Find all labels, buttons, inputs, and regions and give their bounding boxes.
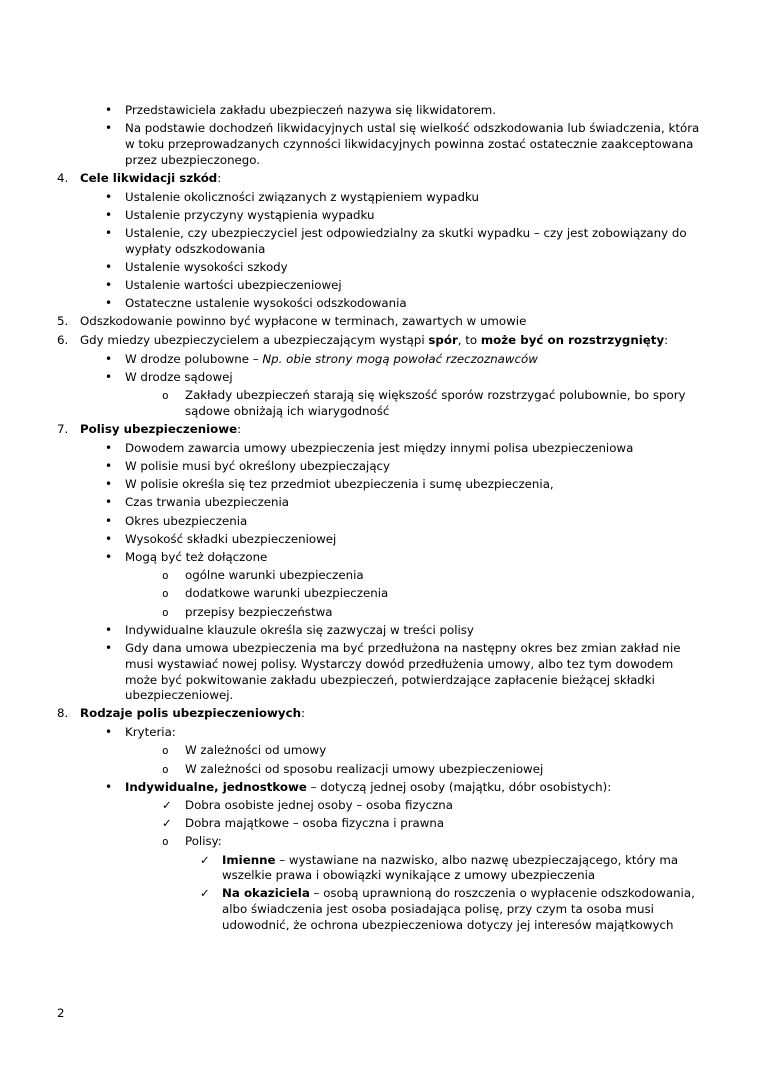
list-item-text: Odszkodowanie powinno być wypłacone w terminach, zawartych w umowie — [80, 314, 527, 329]
list-item — [0, 333, 702, 349]
bullet-marker-icon: • — [105, 459, 113, 474]
list-item-text: W zależności od sposobu realizacji umowy ubezpieczeniowej — [185, 761, 544, 776]
list-item-text: Polisy: — [185, 834, 222, 849]
list-item — [0, 834, 702, 850]
list-item — [0, 514, 702, 530]
list-item-text: Na podstawie dochodzeń likwidacyjnych ustal się wielkość odszkodowania lub świadczenia, która w toku przeprowadzanych czynności likwidacyjnych powinna zostać ostatecznie zaakceptowana przez ubezpieczonego. — [125, 121, 700, 167]
list-item — [0, 208, 702, 224]
bullet-marker-icon: • — [105, 513, 113, 528]
list-item — [0, 388, 702, 419]
list-item-text: Czas trwania ubezpieczenia — [125, 495, 289, 510]
list-item — [0, 762, 702, 778]
bullet-marker-icon: • — [105, 207, 113, 222]
list-item — [0, 586, 702, 602]
list-item — [0, 706, 702, 722]
bullet-marker-icon: • — [105, 259, 113, 274]
list-item — [0, 352, 702, 368]
bullet-marker-icon: • — [105, 495, 113, 510]
list-item — [0, 725, 702, 741]
list-item — [0, 422, 702, 438]
check-marker-icon: ✓ — [162, 816, 172, 831]
bullet-marker-icon: • — [105, 225, 113, 240]
list-item-text: Imienne – wystawiane na nazwisko, albo nazwę ubezpieczającego, który ma wszelkie prawa i obowiązki wynikające z umowy ubezpieczenia — [222, 852, 679, 883]
list-item — [0, 641, 702, 704]
number-marker: 7. — [57, 422, 69, 437]
list-item-text: Polisy ubezpieczeniowe: — [80, 422, 242, 437]
list-item-text: W drodze sądowej — [125, 370, 233, 385]
list-item-text: Ustalenie przyczyny wystąpienia wypadku — [125, 207, 375, 222]
list-item-text: Cele likwidacji szkód: — [80, 170, 222, 185]
bullet-marker-icon: • — [105, 531, 113, 546]
list-item — [0, 886, 702, 933]
list-item — [0, 532, 702, 548]
list-item-text: W drodze polubowne – Np. obie strony mogą powołać rzeczoznawców — [125, 351, 538, 366]
list-item-text: Ostateczne ustalenie wysokości odszkodowania — [125, 296, 407, 311]
number-marker: 8. — [57, 706, 69, 721]
list-item-text: Gdy miedzy ubezpieczycielem a ubezpieczającym wystąpi spór, to może być on rozstrzygnięty: — [80, 333, 669, 348]
bullet-marker-icon: • — [105, 779, 113, 794]
bullet-marker-icon: • — [105, 440, 113, 455]
list-item — [0, 477, 702, 493]
list-item-text: Indywidualne klauzule określa się zazwyczaj w treści polisy — [125, 622, 474, 637]
number-marker: 6. — [57, 333, 69, 348]
bullet-marker-icon: • — [105, 103, 113, 117]
check-marker-icon: ✓ — [162, 797, 172, 812]
list-item-text: Ustalenie, czy ubezpieczyciel jest odpowiedzialny za skutki wypadku – czy jest zobowiązany do wypłaty odszkodowania — [125, 225, 687, 256]
list-item — [0, 103, 702, 119]
list-item — [0, 190, 702, 206]
list-item-text: ogólne warunki ubezpieczenia — [185, 568, 364, 583]
list-item — [0, 441, 702, 457]
list-item — [0, 370, 702, 386]
bullet-marker-icon: • — [105, 477, 113, 492]
circle-marker-icon: o — [162, 587, 169, 601]
list-item-text: W polisie musi być określony ubezpieczający — [125, 459, 391, 474]
list-item-text: Okres ubezpieczenia — [125, 513, 248, 528]
list-item — [0, 568, 702, 584]
circle-marker-icon: o — [162, 389, 169, 403]
list-item-text: Gdy dana umowa ubezpieczenia ma być przedłużona na następny okres bez zmian zakład nie musi wystawiać nowej polisy. Wystarczy dowód przedłużenia umowy, albo tez tym dowodem może być pokwitowanie zakładu ubezpieczeń, potwierdzające zapłacenie bieżącej składki ubezpieczeniowej. — [125, 641, 681, 703]
bullet-marker-icon: • — [105, 550, 113, 565]
list-item — [0, 459, 702, 475]
circle-marker-icon: o — [162, 569, 169, 583]
list-item-text: przepisy bezpieczeństwa — [185, 604, 333, 619]
list-item-text: Dobra majątkowe – osoba fizyczna i prawna — [185, 816, 445, 831]
check-marker-icon: ✓ — [200, 852, 210, 867]
list-item-text: Wysokość składki ubezpieczeniowej — [125, 531, 337, 546]
list-item — [0, 853, 702, 884]
list-item — [0, 798, 702, 814]
number-marker: 5. — [57, 314, 69, 329]
bullet-marker-icon: • — [105, 725, 113, 740]
list-item-text: Przedstawiciela zakładu ubezpieczeń nazywa się likwidatorem. — [125, 103, 496, 117]
check-marker-icon: ✓ — [200, 886, 210, 901]
circle-marker-icon: o — [162, 605, 169, 619]
list-item-text: Kryteria: — [125, 725, 176, 740]
bullet-marker-icon: • — [105, 351, 113, 366]
list-item-text: W zależności od umowy — [185, 743, 327, 758]
page-number: 2 — [57, 1006, 65, 1020]
document-content — [0, 103, 760, 936]
list-item — [0, 260, 702, 276]
list-item-text: Dowodem zawarcia umowy ubezpieczenia jest między innymi polisa ubezpieczeniowa — [125, 440, 634, 455]
bullet-marker-icon: • — [105, 296, 113, 311]
bullet-marker-icon: • — [105, 121, 113, 136]
list-item — [0, 623, 702, 639]
bullet-marker-icon: • — [105, 370, 113, 385]
list-item — [0, 780, 702, 796]
list-item — [0, 743, 702, 759]
list-item — [0, 605, 702, 621]
list-item-text: Ustalenie wysokości szkody — [125, 259, 288, 274]
circle-marker-icon: o — [162, 835, 169, 849]
list-item — [0, 296, 702, 312]
bullet-marker-icon: • — [105, 622, 113, 637]
list-item-text: Zakłady ubezpieczeń starają się większość sporów rozstrzygać polubownie, bo spory sądowe obniżają ich wiarygodność — [185, 388, 686, 418]
list-item-text: Rodzaje polis ubezpieczeniowych: — [80, 706, 305, 721]
list-item — [0, 121, 702, 168]
list-item — [0, 278, 702, 294]
bullet-marker-icon: • — [105, 189, 113, 204]
list-item-text: Indywidualne, jednostkowe – dotyczą jednej osoby (majątku, dóbr osobistych): — [125, 779, 612, 794]
list-item — [0, 314, 702, 330]
list-item-text: Ustalenie okoliczności związanych z wystąpieniem wypadku — [125, 189, 479, 204]
list-item — [0, 495, 702, 511]
list-item-text: Dobra osobiste jednej osoby – osoba fizyczna — [185, 797, 454, 812]
list-item — [0, 550, 702, 566]
list-item — [0, 226, 702, 257]
circle-marker-icon: o — [162, 762, 169, 776]
list-item-text: W polisie określa się tez przedmiot ubezpieczenia i sumę ubezpieczenia, — [125, 477, 554, 492]
list-item — [0, 816, 702, 832]
circle-marker-icon: o — [162, 744, 169, 758]
list-item-text: Na okaziciela – osobą uprawnioną do roszczenia o wypłacenie odszkodowania, albo świadczenia jest osoba posiadająca polisę, przy czym ta osoba musi udowodnić, że ochrona ubezpieczeniowa dotyczy jej interesów majątkowych — [222, 886, 695, 932]
bullet-marker-icon: • — [105, 278, 113, 293]
list-item-text: dodatkowe warunki ubezpieczenia — [185, 586, 389, 601]
list-item-text: Mogą być też dołączone — [125, 550, 268, 565]
list-item-text: Ustalenie wartości ubezpieczeniowej — [125, 278, 342, 293]
bullet-marker-icon: • — [105, 641, 113, 656]
list-item — [0, 171, 702, 187]
number-marker: 4. — [57, 170, 69, 185]
